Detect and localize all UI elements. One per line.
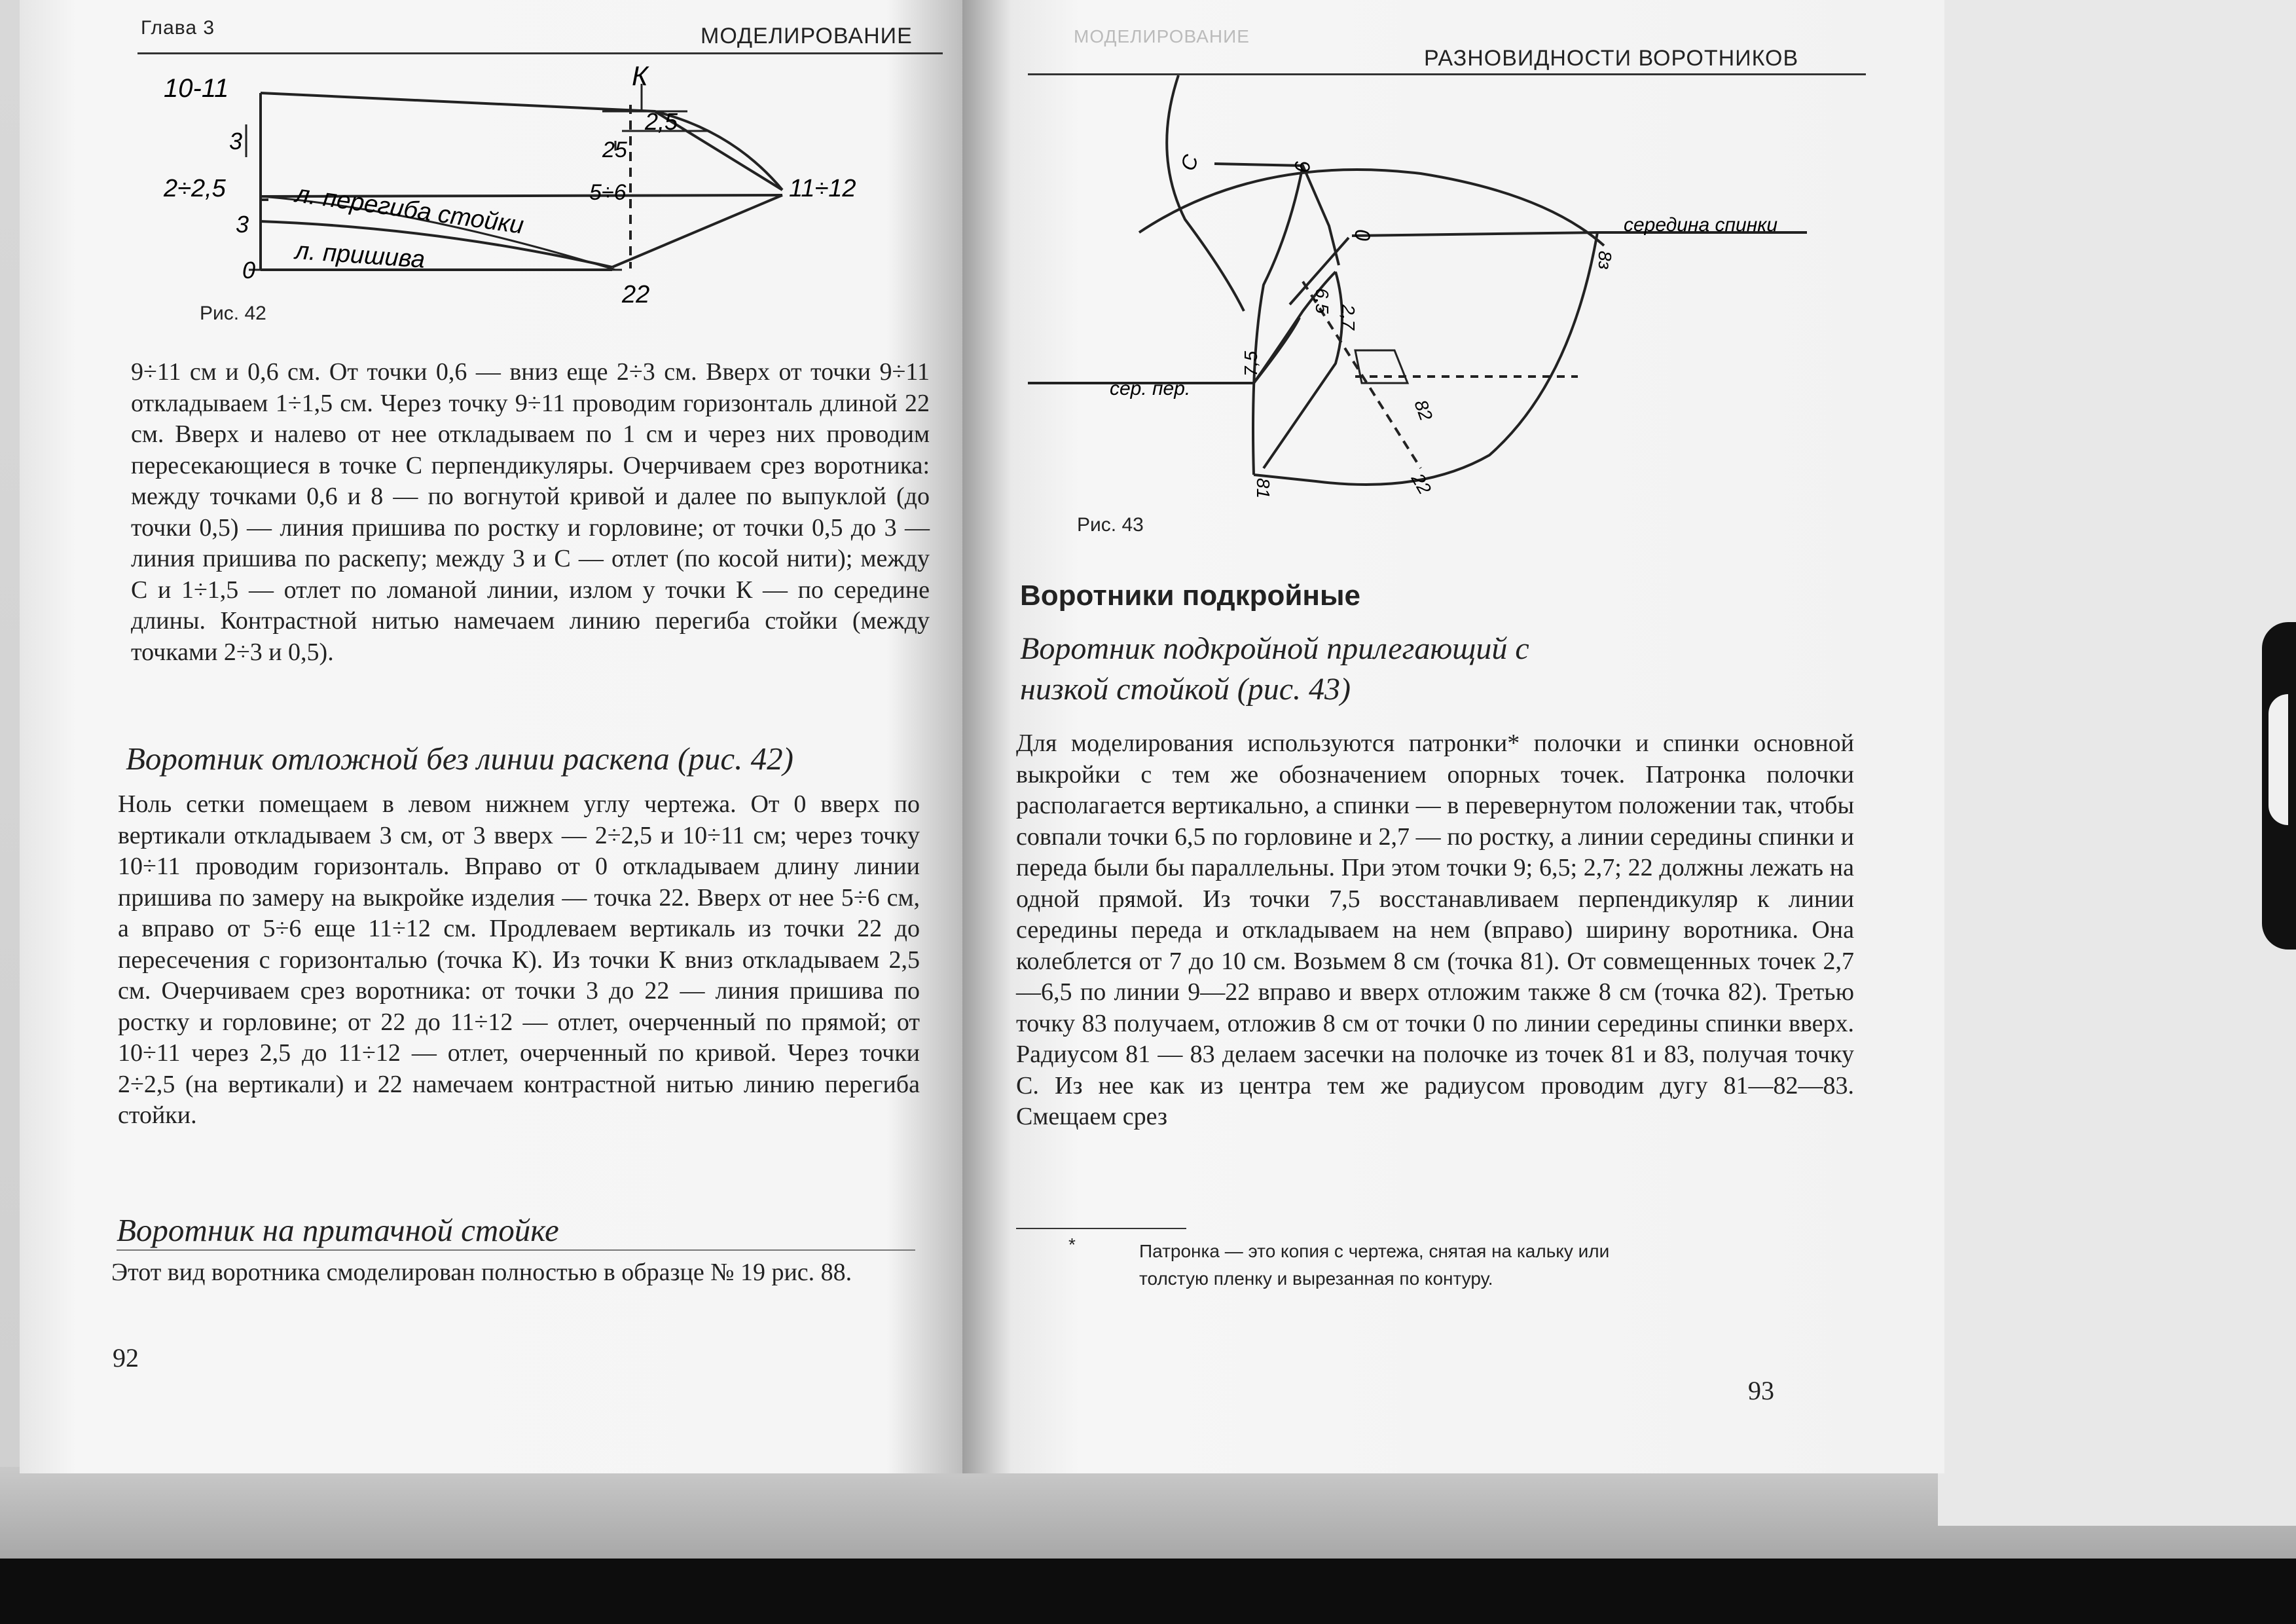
label-front-center: сер. пер. xyxy=(1110,378,1191,399)
figure-42-drawing xyxy=(144,59,897,334)
label-seam-line: л. пришива xyxy=(294,237,426,274)
figure-43-caption: Рис. 43 xyxy=(1077,514,1144,536)
label-2-2.5: 2÷2,5 xyxy=(164,175,226,202)
label-8-1: 81 xyxy=(1253,478,1273,499)
label-9: 9 xyxy=(1290,160,1314,172)
label-0: 0 xyxy=(1351,229,1374,241)
footnote-rule xyxy=(1016,1228,1186,1229)
footnote-text: Патронка — это копия с чертежа, снятая на кальку или толстую пленку и вырезанная по контуру. xyxy=(1139,1241,1610,1289)
right-paragraph-1: Для моделирования используются патронки* полочки и спинки основной выкройки с тем же обозначением опорных точек. Патронка полочки располагается вертикально, а спинки — в перевернутом положении так, чтобы совпали точки 6,5 по горловине и 2,7 — по ростку, а линии середины спинки и переда были бы параллельны. При этом точки 9; 6,5; 2,7; 22 должны лежать на одной прямой. Из точки 7,5 восстанавливаем перпендикуляр к линии середины переда и откладываем на нем (вправо) ширину воротника. Она колеблется от 7 до 10 см. Возьмем 8 см (точка 81). От совмещенных точек 2,7—6,5 по линии 9—22 вправо и вверх отложим также 8 см (точка 82). Третью точку 83 получаем, отложив 8 см от точки 0 по линии середины спинки вверх. Радиусом 81 — 83 делаем засечки на полочке из точек 81 и 83, получая точку С. Из нее как из центра тем же радиусом проводим дугу 81—82—83. Смещаем срез xyxy=(1016,729,1854,1130)
scanner-edge-marker xyxy=(2262,622,2296,950)
figure-42-caption: Рис. 42 xyxy=(200,303,266,324)
heading-collar-no-stand-break: Воротник отложной без линии раскепа (рис. 42) xyxy=(126,741,793,777)
label-3-bottom: 3 xyxy=(236,211,249,238)
label-2-2: 22 xyxy=(1407,470,1436,498)
bleed-through-header: МОДЕЛИРОВАНИЕ xyxy=(1074,26,1250,46)
label-6.5: 6,5 xyxy=(1312,288,1332,314)
section-header-right: РАЗНОВИДНОСТИ ВОРОТНИКОВ xyxy=(1424,46,1799,71)
label-back-center: середина спинки xyxy=(1624,214,1778,236)
left-paragraph-1: 9÷11 см и 0,6 см. От точки 0,6 — вниз еще 2÷3 см. Вверх от точки 9÷11 откладываем 1÷1,5 см. Через точку 9÷11 проводим горизонталь длиной 22 см. Вверх и налево от нее откладываем по 1 см и через них проводим пересекающиеся в точке С перпендикуляры. Очерчиваем срез воротника: между точками 0,6 и 8 — по вогнутой кривой и далее по выпуклой (до точки 0,5) — линия пришива по ростку и горловине; от точки 0,5 до 3 — линия пришива по раскепу; между 3 и С — отлет (по косой нити); между С и 1÷1,5 — отлет по ломаной линии, излом у точки К — по середине длины. Контрастной нитью намечаем линию перегиба стойки (между точками 2÷3 и 0,5). xyxy=(131,358,930,666)
page-number-right: 93 xyxy=(1748,1376,1774,1405)
left-paragraph-2: Ноль сетки помещаем в левом нижнем углу чертежа. От 0 вверх по вертикали откладываем 3 см, от 3 вверх — 2÷2,5 и 10÷11 см; через точку 10÷11 проводим горизонталь. Вправо от 0 откладываем длину линии пришива по замеру на выкройке изделия — точка 22. Вверх от нее 5÷6 см, а вправо от 5÷6 еще 11÷12 см. Продлеваем вертикаль из точки 22 до пересечения с горизонталью (точка К). Из точки К вниз откладываем 2,5 см. Очерчиваем срез воротника: от точки 3 до 22 — линия пришива по ростку и горловине; от 22 до 11÷12 — отлет, очерченный по прямой; от 10÷11 через 2,5 до 11÷12 — отлет, очерченный по кривой. Через точки 2÷2,5 (на вертикали) и 22 намечаем контрастной нитью линию перегиба стойки. xyxy=(118,790,920,1129)
footnote-mark: * xyxy=(1068,1234,1076,1255)
label-c: С xyxy=(1175,151,1203,174)
heading-collar-attached-stand: Воротник на притачной стойке xyxy=(117,1212,559,1248)
header-rule xyxy=(137,52,943,54)
left-paragraph-3: Этот вид воротника смоделирован полностью в образце № 19 рис. 88. xyxy=(111,1259,852,1286)
label-2.7: 2,7 xyxy=(1338,304,1358,330)
scanner-bed xyxy=(1938,0,2296,1526)
section-header: МОДЕЛИРОВАНИЕ xyxy=(701,24,913,48)
label-11-12: 11÷12 xyxy=(789,175,856,202)
label-8-3: 8з xyxy=(1595,251,1615,270)
heading-underline xyxy=(117,1249,915,1251)
label-7.5: 7,5 xyxy=(1241,351,1261,377)
page-number-left: 92 xyxy=(113,1343,139,1373)
label-fold-line: л. перегиба стойки xyxy=(293,180,526,240)
subtitle-undercut-low-stand: Воротник подкройной прилегающий с низкой стойкой (рис. 43) xyxy=(1020,631,1529,707)
label-3-top: 3 xyxy=(229,128,243,155)
chapter-header: Глава 3 xyxy=(141,17,215,39)
scanner-border xyxy=(0,1559,2296,1624)
label-k: К xyxy=(632,60,648,91)
label-5-6: 5÷6 xyxy=(589,180,627,205)
right-page xyxy=(962,0,1944,1473)
label-10-11: 10-11 xyxy=(164,74,229,103)
label-22: 22 xyxy=(622,281,650,308)
left-page xyxy=(20,0,962,1473)
figure-43-drawing xyxy=(1028,75,1879,521)
label-8-2: 82 xyxy=(1410,397,1437,424)
section-title-undercut-collars: Воротники подкройные xyxy=(1020,580,1361,612)
label-0: 0 xyxy=(242,257,256,284)
label-2.5: 2,5 xyxy=(645,108,678,135)
label-25: 25 xyxy=(602,138,627,162)
